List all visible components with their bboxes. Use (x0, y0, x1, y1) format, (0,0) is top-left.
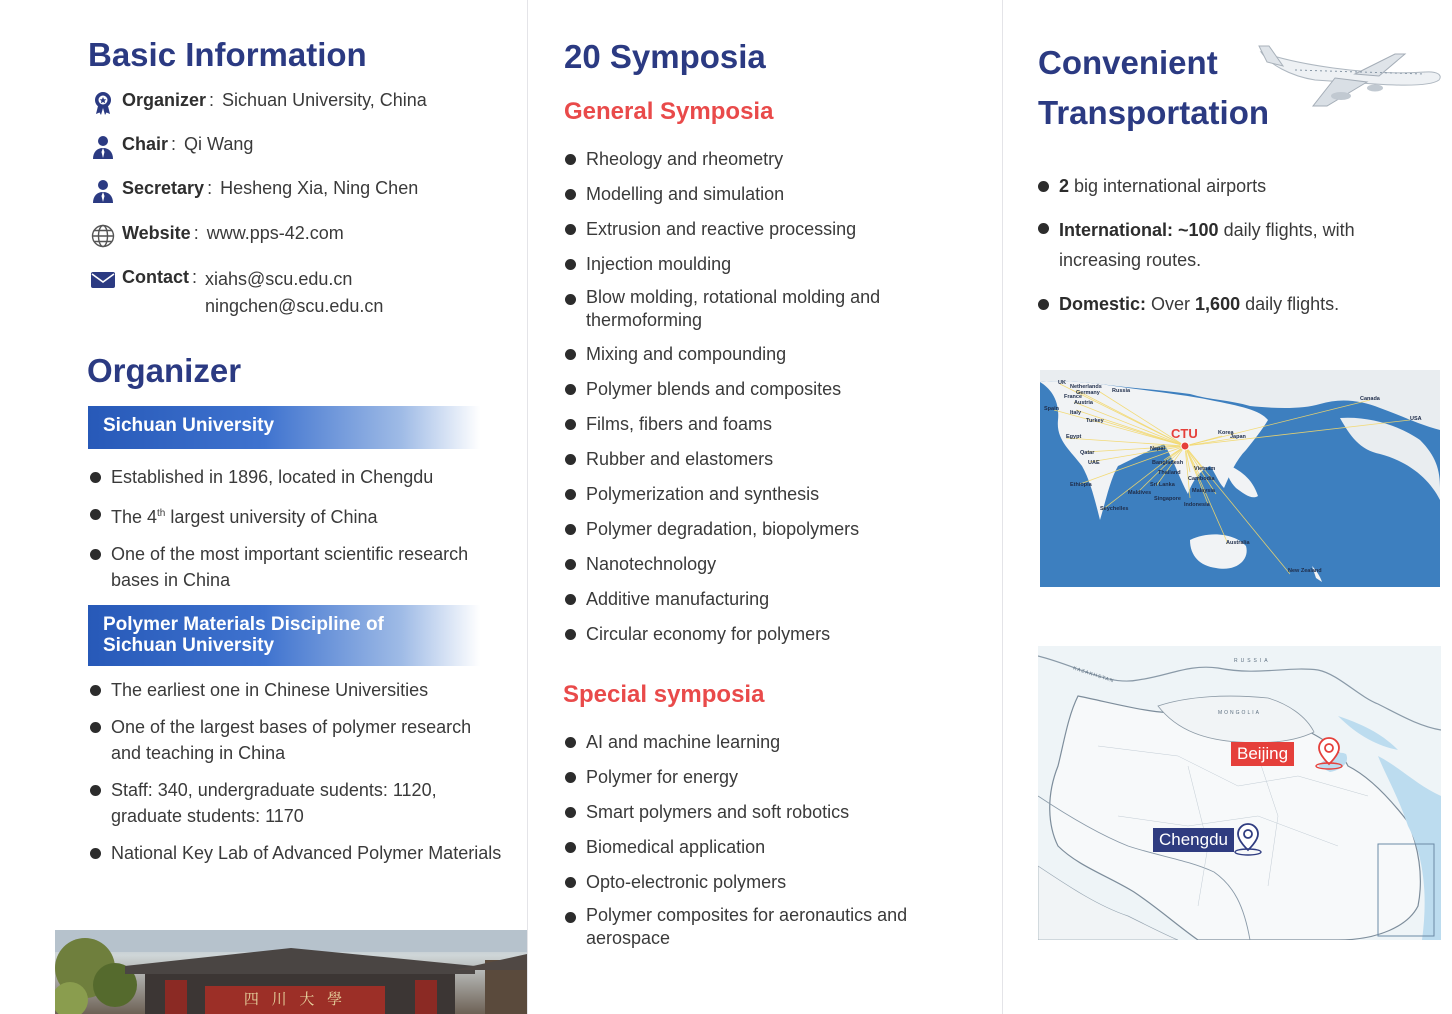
list-item-text: Smart polymers and soft robotics (586, 802, 850, 822)
list-item-text: One of the largest bases of polymer research and teaching in China (111, 717, 472, 763)
location-pin-icon (1315, 736, 1351, 775)
contact-email-1[interactable]: xiahs@scu.edu.cn (205, 269, 353, 289)
dest-label: Egypt (1066, 434, 1082, 440)
dest-label: Japan (1230, 434, 1246, 440)
chengdu-label: Chengdu (1153, 828, 1234, 852)
dest-label: Qatar (1080, 450, 1095, 456)
list-item-text: Mixing and compounding (586, 344, 787, 364)
list-item (88, 541, 508, 593)
sichuan-university-bar (88, 406, 480, 449)
list-item (1036, 215, 1426, 275)
kazakhstan-label: KAZAKHSTAN (1072, 665, 1115, 685)
list-item-text: big international airports (1069, 176, 1267, 196)
secretary-key: Secretary (122, 178, 205, 198)
dest-label: Nepal (1150, 446, 1165, 452)
list-item (1036, 173, 1426, 199)
list-item (563, 181, 973, 207)
dest-label: Canada (1360, 396, 1380, 402)
list-item (563, 764, 973, 790)
contact-email-2[interactable]: ningchen@scu.edu.cn (205, 296, 384, 316)
list-item-text: Polymerization and synthesis (586, 484, 820, 504)
person-icon (90, 134, 116, 160)
dest-label: Russia (1112, 388, 1131, 394)
bold-text: International: ~100 (1059, 220, 1219, 240)
bold-text: 2 (1059, 176, 1070, 196)
dest-label: Bangladesh (1152, 460, 1184, 466)
dest-label: Thailand (1158, 470, 1181, 476)
list-item (563, 621, 973, 647)
list-item-text: Circular economy for polymers (586, 624, 831, 644)
gate-sign: 四 川 大 學 (243, 990, 347, 1008)
list-item (88, 464, 508, 490)
list-item-text: Polymer for energy (586, 767, 739, 787)
separator: : (171, 134, 177, 154)
dest-label: Maldives (1128, 490, 1152, 496)
list-item (563, 251, 973, 277)
award-ribbon-icon (90, 90, 116, 116)
separator: : (192, 267, 198, 287)
list-item-text: AI and machine learning (586, 732, 781, 752)
list-item-text: Additive manufacturing (586, 589, 770, 609)
dest-label: New Zealand (1288, 568, 1322, 574)
list-item (563, 516, 973, 542)
sichuan-university-bar-label: Sichuan University (103, 415, 275, 436)
list-item (88, 840, 503, 866)
separator: : (209, 90, 215, 110)
dest-label: Spain (1044, 406, 1059, 412)
organizer-heading: Organizer (87, 352, 242, 389)
bold-text: 1,600 (1195, 294, 1241, 314)
dest-label: Ethiopia (1070, 482, 1092, 488)
symposia-heading: 20 Symposia (564, 38, 766, 75)
list-item-text: Blow molding, rotational molding and thermoforming (586, 287, 881, 330)
dest-label: Sri Lanka (1150, 482, 1175, 488)
hub-label: CTU (1171, 426, 1198, 441)
list-item-text: Polymer blends and composites (586, 379, 842, 399)
dest-label: Austria (1074, 400, 1093, 406)
fourth-prefix: The 4 (111, 507, 158, 527)
list-item-text: Injection moulding (586, 254, 732, 274)
separator: : (207, 178, 213, 198)
list-item-text: Rubber and elastomers (586, 449, 774, 469)
basic-info-column (0, 0, 527, 1014)
list-item-text: Nanotechnology (586, 554, 717, 574)
list-item (88, 501, 508, 530)
list-item (563, 729, 973, 755)
dest-label: UK (1058, 380, 1066, 386)
airplane-image (1255, 40, 1445, 120)
list-item (563, 216, 973, 242)
list-item (563, 146, 973, 172)
list-item (88, 677, 503, 703)
list-item-text: Extrusion and reactive processing (586, 219, 857, 239)
list-item (563, 376, 973, 402)
dest-label: Seychelles (1100, 506, 1129, 512)
list-item-text: Films, fibers and foams (586, 414, 773, 434)
dest-label: Germany (1076, 390, 1100, 396)
bold-text: Domestic: (1059, 294, 1147, 314)
dest-label: Singapore (1154, 496, 1181, 502)
dest-label: France (1064, 394, 1083, 400)
dest-label: Malaysia (1192, 488, 1215, 494)
beijing-label: Beijing (1231, 742, 1294, 766)
special-symposia-list (563, 729, 973, 950)
list-item (563, 586, 973, 612)
route-labels (1040, 370, 1440, 587)
dest-label: Italy (1070, 410, 1082, 416)
dest-label: UAE (1088, 460, 1100, 466)
list-item (563, 341, 973, 367)
list-item (563, 834, 973, 860)
dest-label: Australia (1226, 540, 1250, 546)
dest-label: Vietnam (1194, 466, 1216, 472)
university-facts-list (88, 464, 508, 593)
list-item (563, 286, 973, 332)
envelope-icon (90, 267, 116, 293)
list-item-text: Polymer degradation, biopolymers (586, 519, 860, 539)
general-symposia-heading: General Symposia (564, 98, 774, 125)
list-item-text: The earliest one in Chinese Universities (111, 680, 429, 700)
list-item-text: National Key Lab of Advanced Polymer Materials (111, 843, 502, 863)
dest-label: Netherlands (1070, 384, 1102, 390)
list-item-text: Established in 1896, located in Chengdu (111, 467, 434, 487)
list-item-text: bases in China (111, 570, 231, 590)
chair-value: Qi Wang (184, 134, 254, 154)
symposia-column (528, 0, 1002, 1014)
contact-emails (205, 266, 383, 320)
location-pin-icon (1234, 822, 1270, 861)
important-line: One of the most important scientific research (111, 544, 469, 564)
transport-heading (1038, 38, 1269, 138)
university-gate-photo (55, 930, 527, 1014)
chair-row (90, 134, 253, 160)
list-item (88, 714, 503, 766)
list-item-text: daily flights. (1240, 294, 1340, 314)
website-key: Website (122, 223, 191, 243)
special-symposia-heading: Special symposia (563, 681, 765, 708)
website-row (90, 223, 344, 249)
contact-row (90, 267, 383, 320)
list-item (563, 446, 973, 472)
list-item (563, 869, 973, 895)
dest-label: USA (1410, 416, 1422, 422)
list-item-text: Polymer composites for aeronautics and aerospace (586, 905, 908, 948)
list-item (88, 777, 503, 829)
list-item (1036, 291, 1426, 317)
list-item (563, 904, 973, 950)
list-item (563, 551, 973, 577)
basic-info-heading: Basic Information (88, 36, 367, 73)
dest-label: Korea (1218, 430, 1234, 436)
world-flight-route-map (1040, 370, 1440, 587)
list-item-text: Modelling and simulation (586, 184, 785, 204)
mongolia-label: MONGOLIA (1218, 710, 1261, 716)
general-symposia-list (563, 146, 973, 647)
china-location-map (1038, 646, 1441, 940)
globe-icon (90, 223, 116, 249)
dest-label: Cambodia (1188, 476, 1215, 482)
transport-facts-list (1036, 173, 1426, 317)
discipline-facts-list (88, 677, 503, 866)
list-item-text: daily flights, with increasing routes. (1059, 220, 1355, 270)
fourth-sup: th (157, 508, 166, 519)
list-item (563, 799, 973, 825)
transport-column (1003, 0, 1452, 1014)
list-item-text: Over (1146, 294, 1196, 314)
contact-key: Contact (122, 267, 189, 287)
transport-heading-line2: Transportation (1038, 94, 1270, 131)
discipline-bar-line1: Polymer Materials Discipline of (103, 614, 384, 635)
dest-label: Indonesia (1184, 502, 1210, 508)
fourth-suffix: largest university of China (165, 507, 378, 527)
list-item-text: Biomedical application (586, 837, 766, 857)
list-item-text: Opto-electronic polymers (586, 872, 787, 892)
secretary-value: Hesheng Xia, Ning Chen (220, 178, 419, 198)
dest-label: Turkey (1086, 418, 1104, 424)
list-item-text: Rheology and rheometry (586, 149, 784, 169)
list-item (563, 411, 973, 437)
organizer-row (90, 90, 427, 116)
polymer-discipline-bar (88, 605, 480, 666)
organizer-value: Sichuan University, China (222, 90, 427, 110)
list-item-text: Staff: 340, undergraduate sudents: 1120, graduate students: 1170 (111, 780, 437, 826)
person-icon (90, 178, 116, 204)
discipline-bar-line2: Sichuan University (103, 635, 275, 656)
transport-heading-line1: Convenient (1038, 44, 1218, 81)
chair-key: Chair (122, 134, 169, 154)
website-link[interactable]: www.pps-42.com (206, 223, 344, 243)
russia-label: RUSSIA (1234, 658, 1271, 664)
list-item (563, 481, 973, 507)
organizer-key: Organizer (122, 90, 207, 110)
separator: : (193, 223, 199, 243)
secretary-row (90, 178, 418, 204)
